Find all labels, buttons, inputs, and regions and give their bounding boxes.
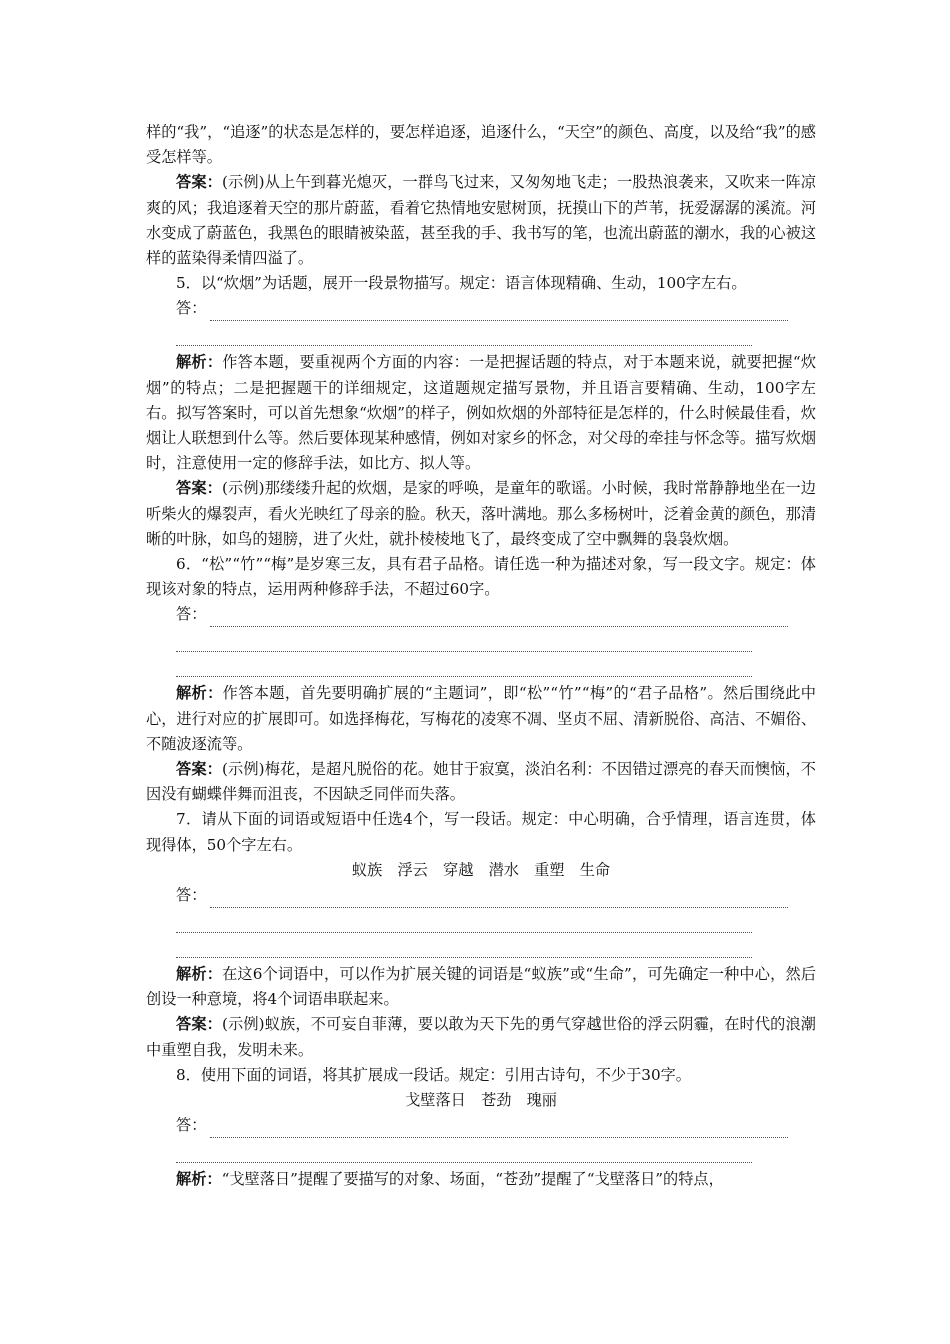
answer-rule <box>210 893 788 908</box>
q7-word-list: 蚁族 浮云 穿越 潜水 重塑 生命 <box>351 860 611 879</box>
analysis-label: 解析： <box>176 1170 222 1189</box>
q7-blank-line-2[interactable] <box>176 933 752 958</box>
analysis-label: 解析： <box>176 684 223 703</box>
q8-word-list: 戈壁落日 苍劲 瑰丽 <box>405 1091 557 1110</box>
q5-analysis-text: 作答本题，要重视两个方面的内容：一是把握话题的特点，对于本题来说，就要把握“炊烟”的特点；二是把握题干的详细规定，这道题规定描写景物，并且语言要精确、生动，100字左右。拟写答案时，可以首先想象“炊烟”的样子，例如炊烟的外部特征是怎样的，什么时候最佳看，炊烟让人联想到什么等。然后要体现某种感情，例如对家乡的怀念，对父母的牵挂与怀念等。描写炊烟时，注意使用一定的修辞手法，如比方、拟人等。 <box>146 353 817 473</box>
q7-question: 7．请从下面的词语或短语中任选4个，写一段话。规定：中心明确，合乎情理，语言连贯，体现得体，50个字左右。 <box>146 810 816 854</box>
q7-answer <box>146 1012 816 1062</box>
document-page <box>146 120 816 1193</box>
answer-key-label: 答案： <box>176 760 222 779</box>
answer-key-label: 答案： <box>176 479 222 498</box>
q5-question: 5．以“炊烟”为话题，展开一段景物描写。规定：语言体现精确、生动，100字左右。 <box>176 274 747 293</box>
q6-analysis-text: 作答本题，首先要明确扩展的“主题词”，即“松”“竹”“梅”的“君子品格”。然后围绕此中心，进行对应的扩展即可。如选择梅花，写梅花的凌寒不凋、坚贞不屈、清新脱俗、高洁、不媚俗、不随波逐流等。 <box>146 684 816 753</box>
q5-answer-text: (示例)那缕缕升起的炊烟，是家的呼唤，是童年的歌谣。小时候，我时常静静地坐在一边听柴火的爆裂声，看火光映红了母亲的脸。秋天，落叶满地。那么多杨树叶，泛着金黄的颜色，那清晰的叶脉，如鸟的翅膀，进了火灶，就扑棱棱地飞了，最终变成了空中飘舞的袅袅炊烟。 <box>146 479 816 548</box>
answer-prompt-label: 答： <box>176 886 207 905</box>
analysis-label: 解析： <box>176 965 223 984</box>
q8-question: 8．使用下面的词语，将其扩展成一段话。规定：引用古诗句，不少于30字。 <box>176 1065 691 1084</box>
q8-answer-line[interactable] <box>176 1113 816 1138</box>
q8-analysis <box>146 1167 816 1192</box>
answer-rule <box>210 306 788 321</box>
q7-analysis <box>146 962 816 1012</box>
intro-paragraph: 样的“我”，“追逐”的状态是怎样的，要怎样追逐，追逐什么，“天空”的颜色、高度，以及给“我”的感受怎样等。 <box>146 123 816 167</box>
analysis-label: 解析： <box>176 353 223 372</box>
answer-key-label: 答案： <box>176 1015 222 1034</box>
answer-prompt-label: 答： <box>176 1116 207 1135</box>
q6-analysis <box>146 681 816 757</box>
answer-prompt-label: 答： <box>176 605 207 624</box>
q7-answer-text: (示例)蚁族，不可妄自菲薄，要以敢为天下先的勇气穿越世俗的浮云阴霾，在时代的浪潮中重塑自我，发明未来。 <box>146 1015 816 1059</box>
q6-question: 6．“松”“竹”“梅”是岁寒三友，具有君子品格。请任选一种为描述对象，写一段文字。规定：体现该对象的特点，运用两种修辞手法，不超过60字。 <box>146 555 816 599</box>
q7-analysis-text: 在这6个词语中，可以作为扩展关键的词语是“蚁族”或“生命”，可先确定一种中心，然后创设一种意境，将4个词语串联起来。 <box>146 965 817 1009</box>
q6-answer-line[interactable] <box>176 602 816 627</box>
q5-answer <box>146 476 816 552</box>
q7-blank-line-1[interactable] <box>176 908 752 933</box>
q8-blank-line[interactable] <box>176 1138 752 1163</box>
q8-analysis-text: “戈壁落日”提醒了要描写的对象、场面，“苍劲”提醒了“戈壁落日”的特点， <box>221 1170 724 1189</box>
answer-key-label: 答案： <box>176 173 222 192</box>
answer-prompt-label: 答： <box>176 299 207 318</box>
q6-answer <box>146 757 816 807</box>
q6-blank-line-2[interactable] <box>176 652 752 677</box>
q4-answer <box>146 170 816 271</box>
q5-analysis <box>146 350 816 476</box>
q6-blank-line-1[interactable] <box>176 627 752 652</box>
q7-answer-line[interactable] <box>176 883 816 908</box>
q5-answer-line[interactable] <box>176 296 816 321</box>
q4-answer-text: (示例)从上午到暮光熄灭，一群鸟飞过来，又匆匆地飞走；一股热浪袭来，又吹来一阵凉爽的风；我追逐着天空的那片蔚蓝，看着它热情地安慰树顶，抚摸山下的芦苇，抚爱潺潺的溪流。河水变成了蔚蓝色，我黑色的眼睛被染蓝，甚至我的手、我书写的笔，也流出蔚蓝的潮水，我的心被这样的蓝染得柔情四溢了。 <box>146 173 816 268</box>
answer-rule <box>210 1123 788 1138</box>
q5-blank-line[interactable] <box>176 321 752 346</box>
q6-answer-text: (示例)梅花，是超凡脱俗的花。她甘于寂寞，淡泊名利：不因错过漂亮的春天而懊恼，不因没有蝴蝶伴舞而沮丧，不因缺乏同伴而失落。 <box>146 760 816 804</box>
answer-rule <box>210 612 788 627</box>
